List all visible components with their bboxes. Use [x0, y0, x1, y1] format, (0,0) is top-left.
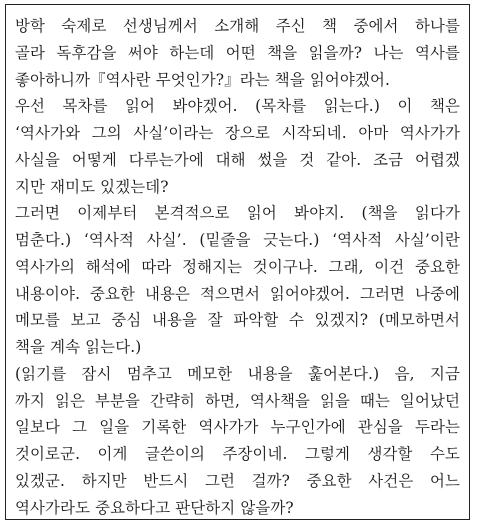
passage-line: 까지 읽은 부분을 간략히 하면, 역사책을 읽을 때는 일어났던 — [15, 391, 460, 410]
passage-line: 우선 목차를 읽어 봐야겠어. (목차를 읽는다.) 이 책은 — [15, 97, 460, 116]
passage-line: 일보다 그 일을 기록한 역사가가 누구인가에 관심을 두라는 — [15, 418, 460, 437]
passage-line: 좋아하니까『역사란 무엇인가?』라는 책을 읽어야겠어. — [15, 70, 391, 89]
passage-line: ‘역사가와 그의 사실’이라는 장으로 시작되네. 아마 역사가가 — [15, 124, 460, 142]
passage-line: 골라 독후감을 써야 하는데 어떤 책을 읽을까? 나는 역사를 — [15, 43, 460, 62]
paragraph-2 — [15, 93, 460, 200]
paragraph-1 — [15, 13, 460, 93]
passage-line: 역사가의 해석에 따라 정해지는 것이구나. 그래, 이건 중요한 — [15, 257, 460, 276]
passage-line: 역사가라도 중요하다고 판단하지 않을까? — [15, 498, 294, 517]
passage-line: 멈춘다.) ‘역사적 사실’. (밑줄을 긋는다.) ‘역사적 사실’이란 — [15, 231, 460, 249]
passage-line: 것이로군. 이게 글쓴이의 주장이네. 그렇게 생각할 수도 — [15, 445, 460, 463]
passage-line: 있겠군. 하지만 반드시 그런 걸까? 중요한 사건은 어느 — [15, 471, 460, 490]
passage-line: 방학 숙제로 선생님께서 소개해 주신 책 중에서 하나를 — [15, 17, 460, 35]
passage-line: 책을 계속 읽는다.) — [15, 338, 142, 356]
passage-line: (읽기를 잠시 멈추고 메모한 내용을 훑어본다.) 음, 지금 — [15, 364, 460, 383]
paragraph-3 — [15, 200, 460, 361]
paragraph-4 — [15, 361, 460, 522]
passage-line: 지만 재미도 있겠는데? — [15, 177, 169, 196]
passage-line: 메모를 보고 중심 내용을 잘 파악할 수 있겠지? (메모하면서 — [15, 311, 460, 330]
passage-line: 사실을 어떻게 다루는가에 대해 썼을 것 같아. 조금 어렵겠 — [15, 150, 460, 169]
reading-passage-box — [5, 4, 470, 520]
passage-line: 그러면 이제부터 본격적으로 읽어 봐야지. (책을 읽다가 — [15, 204, 460, 223]
passage-line: 내용이야. 중요한 내용은 적으면서 읽어야겠어. 그러면 나중에 — [15, 284, 460, 303]
